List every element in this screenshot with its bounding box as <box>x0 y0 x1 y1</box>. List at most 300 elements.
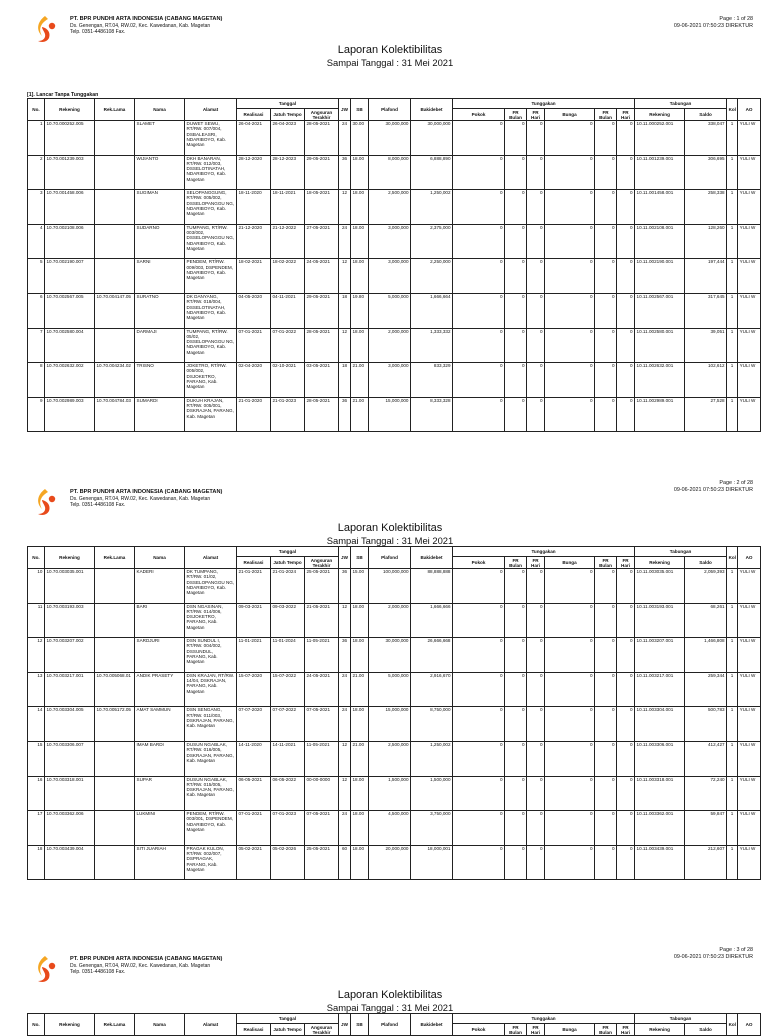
cell-sb: 21.00 <box>351 672 369 707</box>
cell-alamat: DSN SUNDUL I, RT/RW. 004/002, DSSUNDUL, PARANG, Kab. Magetan <box>185 638 237 673</box>
cell-rek: 10.70.003304.005 <box>45 707 95 742</box>
cell-real: 02-04-2020 <box>237 363 271 398</box>
cell-frb2: 0 <box>595 672 617 707</box>
cell-jt: 09-03-2022 <box>271 603 305 638</box>
cell-saldo: 102,612 <box>685 363 727 398</box>
cell-nama: SURATNO <box>135 293 185 328</box>
cell-alamat: TUMPANG, RT/RW. 05/02, DSSELOPANGGU NG, NDARIBOYO, Kab. Magetan <box>185 328 237 363</box>
table-row[interactable] <box>28 845 761 880</box>
col-jw: JW <box>339 99 351 121</box>
report-page <box>0 0 768 470</box>
cell-ang: 25-05-2021 <box>305 569 339 604</box>
logo <box>33 954 61 984</box>
cell-tabrek: 10.11.003035.001 <box>635 569 685 604</box>
cell-jt: 07-01-2022 <box>271 328 305 363</box>
cell-jw: 24 <box>339 121 351 156</box>
cell-jt: 05-02-2026 <box>271 845 305 880</box>
company-name: PT. BPR PUNDHI ARTA INDONESIA (CABANG MAGETAN) <box>70 489 223 495</box>
col-tunggakan: Tunggakan <box>453 99 635 109</box>
cell-ao: YULI W <box>738 776 761 811</box>
cell-pokok: 0 <box>453 672 505 707</box>
cell-bunga: 0 <box>545 672 595 707</box>
page-number: Page : 3 of 28 <box>719 947 753 953</box>
cell-real: 07-01-2021 <box>237 328 271 363</box>
cell-sb: 18.00 <box>351 603 369 638</box>
cell-nama: ANDIK PRASETY <box>135 672 185 707</box>
cell-frb2: 0 <box>595 293 617 328</box>
col-tabungan: Tabungan <box>635 99 727 109</box>
cell-sb: 21.00 <box>351 741 369 776</box>
company-phone: Telp. 0351-4486108 Fax. <box>70 502 126 509</box>
cell-bunga: 0 <box>545 259 595 294</box>
col-rek-lama: Rek.Lama <box>95 99 135 121</box>
cell-tabrek: 10.11.002190.001 <box>635 259 685 294</box>
company-phone: Telp. 0351-4486108 Fax. <box>70 969 126 976</box>
col-rek-lama: Rek.Lama <box>95 1014 135 1036</box>
cell-frb: 0 <box>505 259 527 294</box>
cell-saldo: 68,261 <box>685 603 727 638</box>
cell-saldo: 27,528 <box>685 397 727 432</box>
cell-frb: 0 <box>505 397 527 432</box>
company-header <box>70 16 222 36</box>
cell-tabrek: 10.11.002580.001 <box>635 328 685 363</box>
cell-alamat: DSN KRAJAN, RT/RW. 14/04, DSKRAJAN, PARANG, Kab. Magetan <box>185 672 237 707</box>
col-fr-bulan-bunga: FR Bulan <box>595 1024 617 1036</box>
cell-baki: 1,250,002 <box>411 741 453 776</box>
col-saldo: Saldo <box>685 1024 727 1036</box>
cell-frh2: 0 <box>617 776 635 811</box>
cell-bunga: 0 <box>545 741 595 776</box>
table-row[interactable] <box>28 672 761 707</box>
cell-bunga: 0 <box>545 811 595 846</box>
cell-nama: LUKMINI <box>135 811 185 846</box>
col-tunggakan: Tunggakan <box>453 547 635 557</box>
cell-jt: 02-10-2021 <box>271 363 305 398</box>
cell-plafond: 4,500,000 <box>369 811 411 846</box>
cell-frb2: 0 <box>595 569 617 604</box>
cell-nama: SITI JUARIAH <box>135 845 185 880</box>
company-header <box>70 956 222 976</box>
cell-pokok: 0 <box>453 741 505 776</box>
cell-rek: 10.70.003193.003 <box>45 603 95 638</box>
cell-tabrek: 10.11.003318.001 <box>635 776 685 811</box>
cell-pokok: 0 <box>453 155 505 190</box>
cell-sb: 15.00 <box>351 569 369 604</box>
col-kol: Kol <box>727 1014 738 1036</box>
cell-rek: 10.70.003207.002 <box>45 638 95 673</box>
cell-jt: 18-11-2021 <box>271 190 305 225</box>
cell-frh: 0 <box>527 121 545 156</box>
cell-no: 3 <box>28 190 45 225</box>
cell-no: 6 <box>28 293 45 328</box>
cell-lama <box>95 776 135 811</box>
col-rekening: Rekening <box>45 99 95 121</box>
header-row <box>28 99 761 109</box>
cell-sb: 30.00 <box>351 121 369 156</box>
cell-kol: 1 <box>727 293 738 328</box>
cell-frb: 0 <box>505 741 527 776</box>
cell-saldo: 500,783 <box>685 707 727 742</box>
cell-saldo: 212,607 <box>685 845 727 880</box>
collectibility-table <box>27 546 761 880</box>
cell-tabrek: 10.11.003193.001 <box>635 603 685 638</box>
cell-plafond: 2,000,000 <box>369 603 411 638</box>
company-logo-icon <box>33 954 61 984</box>
cell-frb2: 0 <box>595 741 617 776</box>
table-row[interactable] <box>28 121 761 156</box>
cell-lama <box>95 638 135 673</box>
cell-baki: 1,250,002 <box>411 190 453 225</box>
cell-jw: 12 <box>339 259 351 294</box>
cell-alamat: DKH BANARAN, RT/RW. 012/003, DSSELOTINATAH, NDARIBOYO, Kab. Magetan <box>185 155 237 190</box>
col-no: No. <box>28 99 45 121</box>
cell-baki: 1,500,000 <box>411 776 453 811</box>
col-tabungan-rekening: Rekening <box>635 109 685 121</box>
cell-kol: 1 <box>727 845 738 880</box>
cell-saldo: 258,338 <box>685 190 727 225</box>
cell-frb2: 0 <box>595 224 617 259</box>
cell-kol: 1 <box>727 638 738 673</box>
col-angsuran-terakhir: Angsuran Terakhir <box>305 109 339 121</box>
cell-pokok: 0 <box>453 397 505 432</box>
table-row[interactable] <box>28 259 761 294</box>
cell-plafond: 20,000,000 <box>369 845 411 880</box>
cell-kol: 1 <box>727 741 738 776</box>
cell-kol: 1 <box>727 363 738 398</box>
cell-plafond: 30,000,000 <box>369 638 411 673</box>
cell-ang: 29-05-2021 <box>305 155 339 190</box>
cell-rek: 10.70.001458.006 <box>45 190 95 225</box>
header-row <box>28 547 761 557</box>
cell-jt: 18-02-2022 <box>271 259 305 294</box>
collectibility-table <box>27 98 761 432</box>
cell-jt: 04-11-2021 <box>271 293 305 328</box>
cell-rek: 10.70.002190.007 <box>45 259 95 294</box>
logo <box>33 487 61 517</box>
cell-plafond: 100,000,000 <box>369 569 411 604</box>
cell-rek: 10.70.001239.003 <box>45 155 95 190</box>
cell-real: 09-03-2021 <box>237 603 271 638</box>
report-page <box>0 475 768 945</box>
cell-real: 21-01-2021 <box>237 569 271 604</box>
cell-jt: 14-11-2021 <box>271 741 305 776</box>
cell-jw: 24 <box>339 707 351 742</box>
cell-ang: 00-00-0000 <box>305 776 339 811</box>
cell-jt: 15-07-2022 <box>271 672 305 707</box>
cell-ao: YULI W <box>738 224 761 259</box>
cell-baki: 18,000,001 <box>411 845 453 880</box>
cell-bunga: 0 <box>545 603 595 638</box>
cell-nama: SUMARDI <box>135 397 185 432</box>
cell-kol: 1 <box>727 224 738 259</box>
col-fr-bulan: FR Bulan <box>505 1024 527 1036</box>
col-alamat: Alamat <box>185 99 237 121</box>
cell-frb2: 0 <box>595 190 617 225</box>
print-timestamp: 09-06-2021 07:50:23 DIREKTUR <box>673 486 753 493</box>
cell-ang: 28-05-2021 <box>305 121 339 156</box>
cell-frh: 0 <box>527 328 545 363</box>
table-row[interactable] <box>28 603 761 638</box>
col-nama: Nama <box>135 1014 185 1036</box>
cell-frb: 0 <box>505 190 527 225</box>
header-row <box>28 1014 761 1024</box>
cell-no: 10 <box>28 569 45 604</box>
cell-tabrek: 10.11.002567.001 <box>635 293 685 328</box>
cell-jw: 12 <box>339 776 351 811</box>
table-row[interactable] <box>28 190 761 225</box>
report-title: Laporan Kolektibilitas <box>337 44 443 56</box>
cell-tabrek: 10.11.000252.001 <box>635 121 685 156</box>
col-no: No. <box>28 1014 45 1036</box>
cell-ang: 27-05-2021 <box>305 224 339 259</box>
col-angsuran-terakhir: Angsuran Terakhir <box>305 1024 339 1036</box>
cell-alamat: PRAGAK KULON, RT/RW. 002/007, DSPRAGAK, PARANG, Kab. Magetan <box>185 845 237 880</box>
cell-frb: 0 <box>505 811 527 846</box>
cell-frh: 0 <box>527 707 545 742</box>
col-alamat: Alamat <box>185 1014 237 1036</box>
cell-nama: SARNI <box>135 259 185 294</box>
cell-lama: 10.70.004784.03 <box>95 397 135 432</box>
col-realisasi: Realisasi <box>237 109 271 121</box>
cell-jw: 18 <box>339 363 351 398</box>
cell-kol: 1 <box>727 259 738 294</box>
cell-pokok: 0 <box>453 638 505 673</box>
cell-ang: 11-05-2021 <box>305 638 339 673</box>
cell-real: 28-12-2020 <box>237 155 271 190</box>
col-pokok: Pokok <box>453 109 505 121</box>
cell-jt: 11-01-2024 <box>271 638 305 673</box>
cell-lama: 10.70.005068.01 <box>95 672 135 707</box>
cell-alamat: DSN SENGANG, RT/RW. 011/003, DSKRAJAN, PARANG, Kab. Magetan <box>185 707 237 742</box>
cell-real: 26-04-2021 <box>237 121 271 156</box>
cell-nama: SUGIMAN <box>135 190 185 225</box>
report-page <box>0 942 768 1035</box>
cell-bunga: 0 <box>545 190 595 225</box>
col-fr-hari: FR Hari <box>527 109 545 121</box>
cell-ao: YULI W <box>738 293 761 328</box>
cell-baki: 833,329 <box>411 363 453 398</box>
cell-sb: 18.00 <box>351 259 369 294</box>
cell-frh2: 0 <box>617 328 635 363</box>
cell-rek: 10.70.003439.004 <box>45 845 95 880</box>
company-address: Ds. Genengan, RT.04, RW.02, Kec. Kawedanan, Kab. Magetan <box>70 495 211 502</box>
col-nama: Nama <box>135 547 185 569</box>
cell-ao: YULI W <box>738 328 761 363</box>
cell-lama <box>95 121 135 156</box>
cell-no: 4 <box>28 224 45 259</box>
cell-saldo: 197,444 <box>685 259 727 294</box>
cell-nama: BARI <box>135 603 185 638</box>
cell-plafond: 1,500,000 <box>369 776 411 811</box>
cell-frh2: 0 <box>617 224 635 259</box>
cell-kol: 1 <box>727 569 738 604</box>
table-row[interactable] <box>28 707 761 742</box>
cell-real: 07-07-2020 <box>237 707 271 742</box>
cell-frh: 0 <box>527 672 545 707</box>
cell-ang: 29-05-2021 <box>305 293 339 328</box>
col-kol: Kol <box>727 547 738 569</box>
cell-no: 18 <box>28 845 45 880</box>
cell-lama <box>95 845 135 880</box>
cell-alamat: DUSUN NGABLAK, RT/RW. 016/005, DSKRAJAN, PARANG, Kab. Magetan <box>185 741 237 776</box>
table-row[interactable] <box>28 569 761 604</box>
col-pokok: Pokok <box>453 1024 505 1036</box>
cell-tabrek: 10.11.003362.001 <box>635 811 685 846</box>
table-row[interactable] <box>28 155 761 190</box>
col-no: No. <box>28 547 45 569</box>
cell-no: 5 <box>28 259 45 294</box>
cell-ang: 24-05-2021 <box>305 672 339 707</box>
cell-ao: YULI W <box>738 603 761 638</box>
cell-lama: 10.70.004147.05 <box>95 293 135 328</box>
cell-jw: 36 <box>339 155 351 190</box>
cell-frb2: 0 <box>595 603 617 638</box>
cell-rek: 10.70.003362.006 <box>45 811 95 846</box>
cell-kol: 1 <box>727 121 738 156</box>
cell-ao: YULI W <box>738 363 761 398</box>
report-title: Laporan Kolektibilitas <box>337 522 443 534</box>
cell-sb: 18.00 <box>351 224 369 259</box>
cell-lama: 10.70.004234.02 <box>95 363 135 398</box>
cell-alamat: PENDEM, RT/RW. 003/001, DSPENDEM, NDARIBOYO, Kab. Magetan <box>185 811 237 846</box>
cell-lama: 10.70.005172.05 <box>95 707 135 742</box>
report-subtitle: Sampai Tanggal : 31 Mei 2021 <box>326 57 454 68</box>
table-row[interactable] <box>28 741 761 776</box>
col-tabungan: Tabungan <box>635 1014 727 1024</box>
col-realisasi: Realisasi <box>237 557 271 569</box>
cell-rek: 10.70.002567.005 <box>45 293 95 328</box>
cell-tabrek: 10.11.003439.001 <box>635 845 685 880</box>
col-plafond: Plafond <box>369 99 411 121</box>
table-row[interactable] <box>28 328 761 363</box>
cell-pokok: 0 <box>453 328 505 363</box>
col-rekening: Rekening <box>45 1014 95 1036</box>
col-jw: JW <box>339 547 351 569</box>
cell-rek: 10.70.002108.006 <box>45 224 95 259</box>
cell-real: 07-01-2021 <box>237 811 271 846</box>
report-subtitle: Sampai Tanggal : 31 Mei 2021 <box>326 535 454 546</box>
col-sb: SB <box>351 547 369 569</box>
cell-frb2: 0 <box>595 397 617 432</box>
cell-real: 21-01-2020 <box>237 397 271 432</box>
cell-lama <box>95 811 135 846</box>
cell-alamat: DK TUMPANG, RT/RW. 01/02, DSSELOPANGGU NG, NDARIBOYO, Kab. Magetan <box>185 569 237 604</box>
cell-frb2: 0 <box>595 121 617 156</box>
cell-frh: 0 <box>527 363 545 398</box>
table-row[interactable] <box>28 638 761 673</box>
col-tabungan-rekening: Rekening <box>635 1024 685 1036</box>
page-info <box>674 947 753 960</box>
cell-baki: 1,666,664 <box>411 293 453 328</box>
cell-frh: 0 <box>527 259 545 294</box>
cell-jw: 36 <box>339 569 351 604</box>
cell-pokok: 0 <box>453 845 505 880</box>
col-sb: SB <box>351 1014 369 1036</box>
cell-jw: 12 <box>339 328 351 363</box>
cell-frh: 0 <box>527 811 545 846</box>
section-title: [1]. Lancar Tanpa Tunggakan <box>27 92 99 98</box>
cell-plafond: 5,000,000 <box>369 672 411 707</box>
cell-saldo: 128,260 <box>685 224 727 259</box>
cell-bunga: 0 <box>545 845 595 880</box>
cell-ao: YULI W <box>738 811 761 846</box>
cell-tabrek: 10.11.003207.001 <box>635 638 685 673</box>
cell-ang: 21-05-2021 <box>305 603 339 638</box>
cell-ao: YULI W <box>738 397 761 432</box>
cell-ao: YULI W <box>738 707 761 742</box>
cell-baki: 3,750,000 <box>411 811 453 846</box>
col-rekening: Rekening <box>45 547 95 569</box>
col-kol: Kol <box>727 99 738 121</box>
cell-alamat: DK DANYANG, RT/RW. 018/004, DSSELOTINATAH, NDARIBOYO, Kab. Magetan <box>185 293 237 328</box>
col-plafond: Plafond <box>369 1014 411 1036</box>
cell-frb: 0 <box>505 328 527 363</box>
cell-frh2: 0 <box>617 121 635 156</box>
cell-kol: 1 <box>727 811 738 846</box>
cell-frh: 0 <box>527 155 545 190</box>
cell-ao: YULI W <box>738 845 761 880</box>
cell-tabrek: 10.11.003306.001 <box>635 741 685 776</box>
cell-jw: 18 <box>339 293 351 328</box>
cell-jw: 24 <box>339 224 351 259</box>
company-address: Ds. Genengan, RT.04, RW.02, Kec. Kawedanan, Kab. Magetan <box>70 962 211 969</box>
cell-frh2: 0 <box>617 190 635 225</box>
cell-frh2: 0 <box>617 707 635 742</box>
cell-rek: 10.70.003318.001 <box>45 776 95 811</box>
page-info <box>674 480 753 493</box>
col-bakidebet: Bakidebet <box>411 1014 453 1036</box>
table-row[interactable] <box>28 224 761 259</box>
col-ao: AO <box>738 1014 761 1036</box>
cell-jt: 07-01-2023 <box>271 811 305 846</box>
col-ao: AO <box>738 547 761 569</box>
cell-jt: 21-01-2024 <box>271 569 305 604</box>
cell-pokok: 0 <box>453 569 505 604</box>
cell-lama <box>95 569 135 604</box>
cell-kol: 1 <box>727 707 738 742</box>
col-fr-hari: FR Hari <box>527 557 545 569</box>
cell-no: 16 <box>28 776 45 811</box>
col-realisasi: Realisasi <box>237 1024 271 1036</box>
cell-bunga: 0 <box>545 363 595 398</box>
cell-frb2: 0 <box>595 845 617 880</box>
cell-real: 11-01-2021 <box>237 638 271 673</box>
cell-frh: 0 <box>527 224 545 259</box>
table-row[interactable] <box>28 293 761 328</box>
table-row[interactable] <box>28 776 761 811</box>
cell-pokok: 0 <box>453 293 505 328</box>
cell-sb: 18.00 <box>351 811 369 846</box>
cell-plafond: 15,000,000 <box>369 707 411 742</box>
cell-real: 21-12-2020 <box>237 224 271 259</box>
col-fr-bulan: FR Bulan <box>505 109 527 121</box>
col-fr-bulan-bunga: FR Bulan <box>595 557 617 569</box>
cell-saldo: 317,645 <box>685 293 727 328</box>
col-fr-hari-bunga: FR Hari <box>617 1024 635 1036</box>
cell-frh2: 0 <box>617 672 635 707</box>
cell-bunga: 0 <box>545 328 595 363</box>
cell-ao: YULI W <box>738 638 761 673</box>
col-bunga: Bunga <box>545 109 595 121</box>
table-row[interactable] <box>28 397 761 432</box>
cell-kol: 1 <box>727 776 738 811</box>
cell-lama <box>95 259 135 294</box>
cell-frb: 0 <box>505 155 527 190</box>
cell-jw: 36 <box>339 397 351 432</box>
table-row[interactable] <box>28 811 761 846</box>
table-row[interactable] <box>28 363 761 398</box>
cell-no: 9 <box>28 397 45 432</box>
